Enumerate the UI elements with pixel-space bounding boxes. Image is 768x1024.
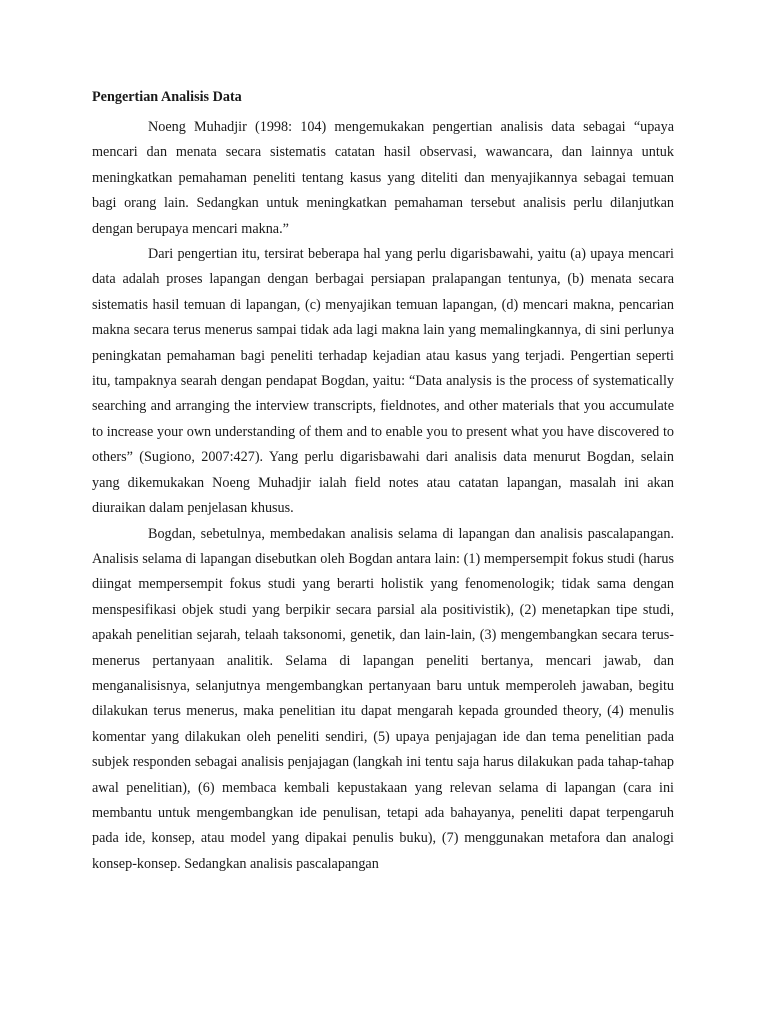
document-title: Pengertian Analisis Data — [92, 89, 242, 105]
document-body — [92, 87, 674, 877]
paragraph-3: Bogdan, sebetulnya, membedakan analisis selama di lapangan dan analisis pascalapangan. Analisis selama di lapangan disebutkan oleh Bogdan antara lain: (1) mempersempit fokus studi (harus diingat mempersempit fokus studi yang berarti holistik yang fenomenologik; tidak sama dengan menspesifikasi objek studi yang berpikir secara parsial ala positivistik), (2) menetapkan tipe studi, apakah penelitian sejarah, telaah taksonomi, genetik, dan lain-lain, (3) mengembangkan secara terus-menerus pertanyaan analitik. Selama di lapangan peneliti bertanya, mencari jawab, dan menganalisisnya, selanjutnya mengembangkan pertanyaan baru untuk memperoleh jawaban, begitu dilakukan terus menerus, maka penelitian itu dapat mengarah kepada grounded theory, (4) menulis komentar yang dilakukan oleh peneliti sendiri, (5) upaya penjajagan ide dan tema penelitian pada subjek responden sebagai analisis penjajagan (langkah ini tentu saja harus dilakukan pada tahap-tahap awal penelitian), (6) membaca kembali kepustakaan yang relevan selama di lapangan (cara ini membantu untuk mengembangkan ide penulisan, tetapi ada bahayanya, peneliti dapat terpengaruh pada ide, konsep, atau model yang dipakai penulis buku), (7) menggunakan metafora dan analogi konsep-konsep. Sedangkan analisis pascalapangan — [92, 525, 674, 872]
paragraph-2: Dari pengertian itu, tersirat beberapa hal yang perlu digarisbawahi, yaitu (a) upaya mencari data adalah proses lapangan dengan berbagai persiapan pralapangan tentunya, (b) menata secara sistematis hasil temuan di lapangan, (c) menyajikan temuan lapangan, (d) mencari makna, pencarian makna secara terus menerus sampai tidak ada lagi makna lain yang memalingkannya, di sini perlunya peningkatan pemahaman bagi peneliti terhadap kejadian atau kasus yang terjadi. Pengertian seperti itu, tampaknya searah dengan pendapat Bogdan, yaitu: “Data analysis is the process of systematically searching and arranging the interview transcripts, fieldnotes, and other materials that you accumulate to increase your own understanding of them and to enable you to present what you have discovered to others” (Sugiono, 2007:427). Yang perlu digarisbawahi dari analisis data menurut Bogdan, selain yang dikemukakan Noeng Muhadjir ialah field notes atau catatan lapangan, masalah ini akan diuraikan dalam penjelasan khusus. — [92, 246, 674, 517]
paragraph-1: Noeng Muhadjir (1998: 104) mengemukakan pengertian analisis data sebagai “upaya mencari dan menata secara sistematis catatan hasil observasi, wawancara, dan lainnya untuk meningkatkan pemahaman peneliti tentang kasus yang diteliti dan menyajikannya sebagai temuan bagi orang lain. Sedangkan untuk meningkatkan pemahaman tersebut analisis perlu dilanjutkan dengan berupaya mencari makna.” — [92, 119, 674, 237]
